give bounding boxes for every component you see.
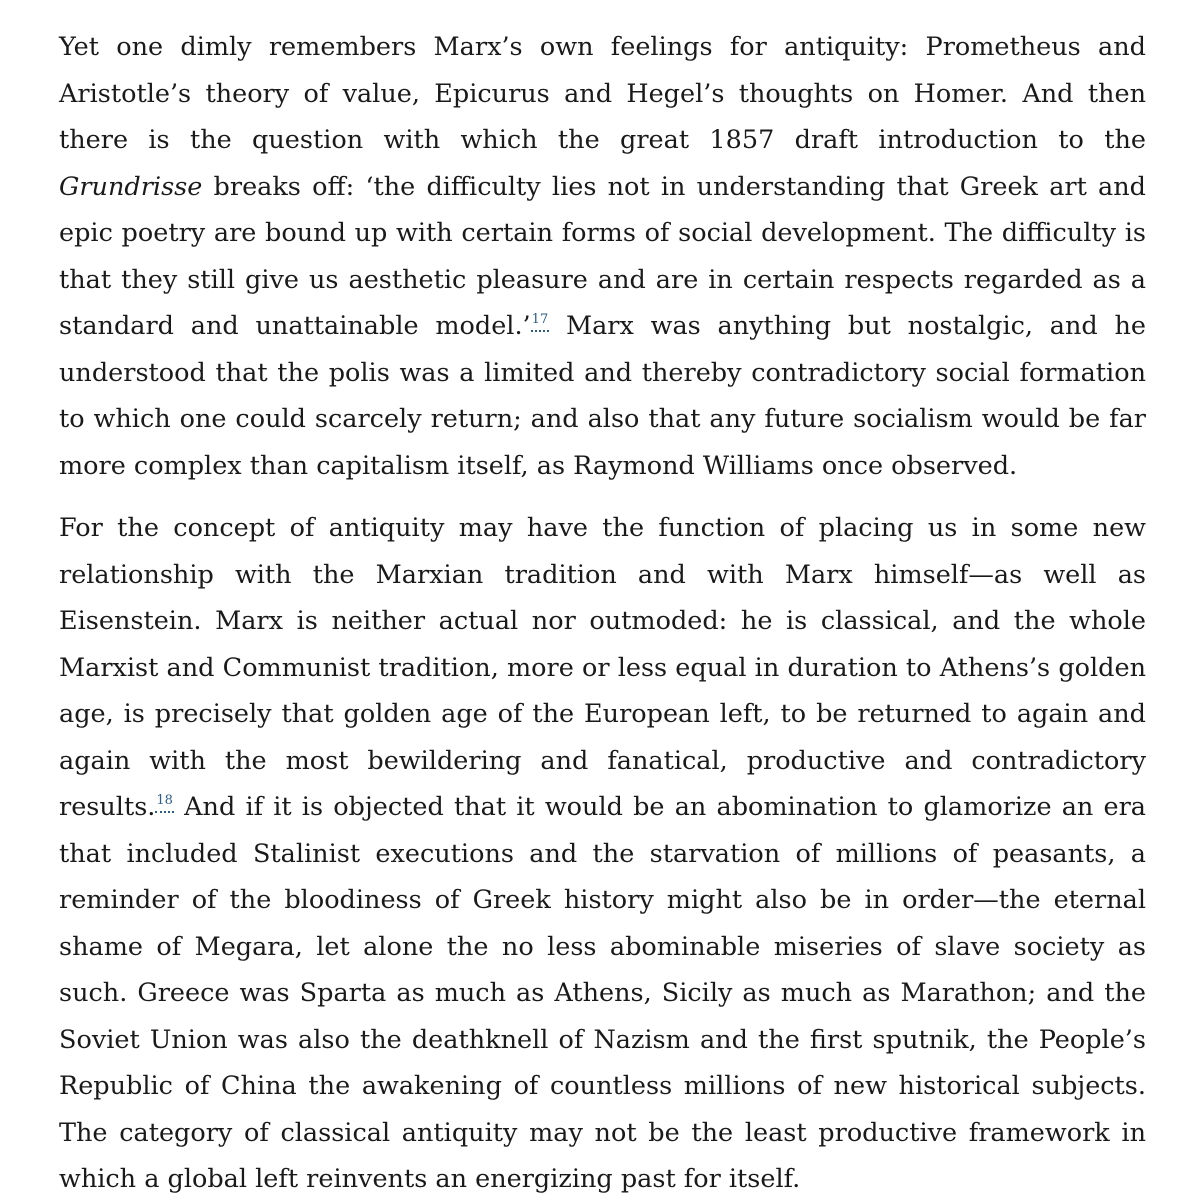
paragraph-text: Yet one dimly remembers Marx’s own feelings for antiquity: Prometheus and Aristotle’s theory of value, Epicurus and Hegel’s thoughts on Homer. And then there is the question with which the great 1857 draft introduction to the xyxy=(59,32,1146,155)
paragraph-1 xyxy=(59,24,1146,489)
paragraph-text: Marx was anything but nostalgic, and he understood that the polis was a limited and thereby contradictory social formation to which one could scarcely return; and also that any future socialism would be far more complex than capitalism itself, as Raymond Williams once observed. xyxy=(59,311,1146,481)
paragraph-text: breaks off: ‘the difficulty lies not in understanding that Greek art and epic poetry are bound up with certain forms of social development. The difficulty is that they still give us aesthetic pleasure and are in certain respects regarded as a standard and unattainable model.’ xyxy=(59,171,1146,341)
paragraph-text: For the concept of antiquity may have the function of placing us in some new relationship with the Marxian tradition and with Marx himself—as well as Eisenstein. Marx is neither actual nor outmoded: he is classical, and the whole Marxist and Communist tradition, more or less equal in duration to Athens’s golden age, is precisely that golden age of the European left, to be returned to again and again with the most bewildering and fanatical, productive and contradictory results. xyxy=(59,513,1146,822)
paragraph-text: And if it is objected that it would be an abomination to glamorize an era that included Stalinist executions and the starvation of millions of peasants, a reminder of the bloodiness of Greek history might also be in order—the eternal shame of Megara, let alone the no less abominable miseries of slave society as such. Greece was Sparta as much as Athens, Sicily as much as Marathon; and the Soviet Union was also the deathknell of Nazism and the first sputnik, the People’s Republic of China the awakening of countless millions of new historical subjects. The category of classical antiquity may not be the least productive framework in which a global left reinvents an energizing past for itself. xyxy=(59,792,1146,1194)
footnote-link-18[interactable]: 18 xyxy=(155,793,174,813)
article-body xyxy=(59,24,1146,1203)
work-title: Grundrisse xyxy=(59,171,203,202)
paragraph-2 xyxy=(59,505,1146,1203)
footnote-link-17[interactable]: 17 xyxy=(531,312,550,332)
